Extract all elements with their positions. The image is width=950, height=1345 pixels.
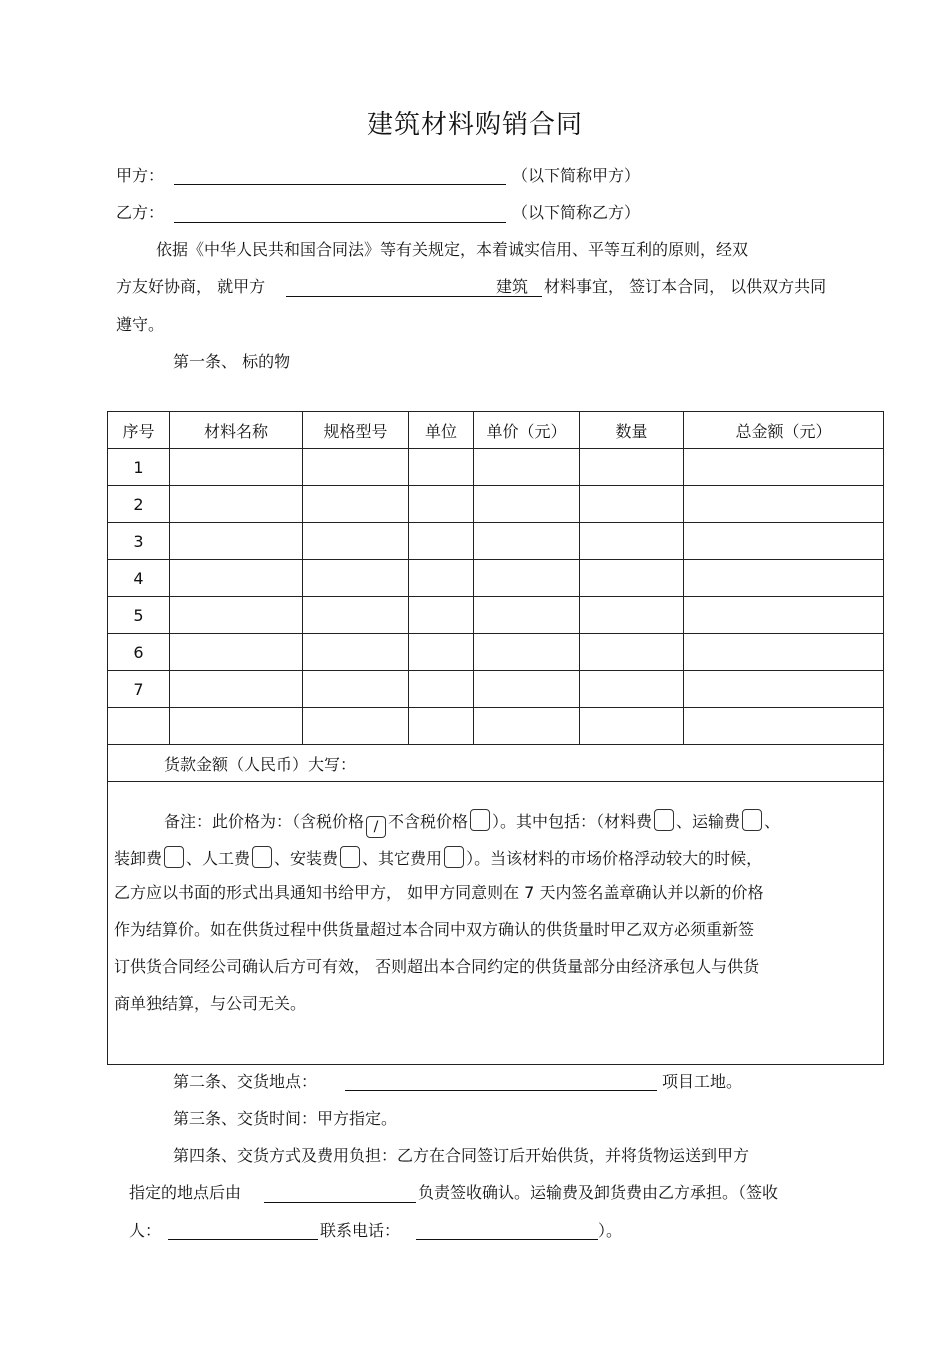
header-unit: 单位	[409, 412, 474, 449]
header-quantity: 数量	[580, 412, 684, 449]
cell-material-name[interactable]	[170, 708, 303, 745]
cell-unit-price[interactable]	[474, 560, 580, 597]
cell-material-name[interactable]	[170, 486, 303, 523]
cell-spec-model[interactable]	[303, 523, 409, 560]
cell-quantity[interactable]	[580, 523, 684, 560]
party-b-label: 乙方：	[116, 203, 165, 222]
cell-unit[interactable]	[409, 634, 474, 671]
cell-quantity[interactable]	[580, 708, 684, 745]
header-unit-price: 单价（元）	[474, 412, 580, 449]
cell-unit-price[interactable]	[474, 449, 580, 486]
intro-line-2-suffix: 材料事宜， 签订本合同， 以供双方共同	[544, 277, 827, 296]
material-type-value: 建筑	[496, 277, 529, 296]
cell-material-name[interactable]	[170, 449, 303, 486]
remark-line-1	[164, 809, 780, 838]
article-3-text: 第三条、交货时间：甲方指定。	[173, 1109, 398, 1128]
article-2-label: 第二条、交货地点：	[173, 1072, 318, 1091]
cell-quantity[interactable]	[580, 671, 684, 708]
cell-material-name[interactable]	[170, 560, 303, 597]
header-material-name: 材料名称	[170, 412, 303, 449]
remark-row	[108, 782, 884, 1065]
cell-quantity[interactable]	[580, 486, 684, 523]
header-spec-model: 规格型号	[303, 412, 409, 449]
party-a-field[interactable]	[174, 184, 506, 185]
intro-line-3: 遵守。	[116, 315, 165, 334]
remark-market-price-text: ）。当该材料的市场价格浮动较大的时候，	[466, 849, 763, 868]
remark-line-2	[114, 846, 762, 869]
cell-unit[interactable]	[409, 486, 474, 523]
cell-total-amount[interactable]	[684, 449, 884, 486]
remark-other-fee-label: 、其它费用	[362, 849, 443, 868]
article-1-heading: 第一条、 标的物	[173, 352, 291, 371]
cell-total-amount[interactable]	[684, 597, 884, 634]
cell-material-name[interactable]	[170, 671, 303, 708]
cell-total-amount[interactable]	[684, 523, 884, 560]
row-index: 1	[108, 449, 170, 486]
cell-material-name[interactable]	[170, 597, 303, 634]
table-row	[108, 634, 884, 671]
cell-total-amount[interactable]	[684, 671, 884, 708]
cell-unit-price[interactable]	[474, 708, 580, 745]
remark-cell	[108, 782, 884, 1065]
remark-line-4: 作为结算价。如在供货过程中供货量超过本合同中双方确认的供货量时甲乙双方必须重新签	[114, 920, 755, 939]
cell-unit[interactable]	[409, 449, 474, 486]
party-a-note: （以下简称甲方）	[512, 166, 641, 185]
cell-quantity[interactable]	[580, 560, 684, 597]
total-amount-row	[108, 745, 884, 782]
transport-fee-checkbox[interactable]	[742, 809, 762, 831]
party-b-note: （以下简称乙方）	[512, 203, 641, 222]
party-a-label: 甲方：	[116, 166, 165, 185]
cell-unit[interactable]	[409, 523, 474, 560]
total-amount-words-cell[interactable]	[108, 745, 884, 782]
article-4-line-2-suffix: 负责签收确认。运输费及卸货费由乙方承担。（签收	[418, 1183, 779, 1202]
remark-includes-label: ）。其中包括：（材料费	[492, 812, 653, 831]
row-index: 5	[108, 597, 170, 634]
cell-spec-model[interactable]	[303, 560, 409, 597]
cell-spec-model[interactable]	[303, 671, 409, 708]
table-row	[108, 523, 884, 560]
contact-phone-field[interactable]	[416, 1239, 598, 1240]
cell-unit-price[interactable]	[474, 597, 580, 634]
labor-fee-checkbox[interactable]	[252, 846, 272, 868]
cell-spec-model[interactable]	[303, 486, 409, 523]
row-index: 4	[108, 560, 170, 597]
cell-quantity[interactable]	[580, 634, 684, 671]
contact-phone-label: 联系电话：	[320, 1221, 401, 1240]
cell-material-name[interactable]	[170, 523, 303, 560]
document-title: 建筑材料购销合同	[366, 110, 583, 140]
remark-transport-fee-label: 、运输费	[676, 812, 741, 831]
header-index: 序号	[108, 412, 170, 449]
table-row	[108, 708, 884, 745]
cell-total-amount[interactable]	[684, 486, 884, 523]
cell-unit-price[interactable]	[474, 486, 580, 523]
remark-loading-fee-label: 装卸费	[114, 849, 163, 868]
article-2-suffix: 项目工地。	[662, 1072, 743, 1091]
party-b-field[interactable]	[174, 222, 506, 223]
intro-line-2-prefix: 方友好协商， 就甲方	[116, 277, 266, 296]
materials-table	[107, 411, 884, 1065]
row-index: 2	[108, 486, 170, 523]
row-index: 7	[108, 671, 170, 708]
cell-unit[interactable]	[409, 597, 474, 634]
intro-line-1: 依据《中华人民共和国合同法》等有关规定，本着诚实信用、平等互利的原则，经双	[156, 240, 749, 259]
signatory-label: 人：	[129, 1221, 162, 1240]
remark-tax-excluded-label: 不含税价格	[388, 812, 469, 831]
cell-total-amount[interactable]	[684, 634, 884, 671]
other-fee-checkbox[interactable]	[444, 846, 464, 868]
cell-material-name[interactable]	[170, 634, 303, 671]
article-4-line-3-suffix: ）。	[598, 1221, 623, 1240]
tax-excluded-checkbox[interactable]	[470, 809, 490, 831]
cell-unit[interactable]	[409, 671, 474, 708]
row-index: 6	[108, 634, 170, 671]
cell-unit-price[interactable]	[474, 523, 580, 560]
table-row	[108, 449, 884, 486]
loading-fee-checkbox[interactable]	[164, 846, 184, 868]
cell-spec-model[interactable]	[303, 634, 409, 671]
article-4-line-2-prefix: 指定的地点后由	[129, 1183, 242, 1202]
cell-unit[interactable]	[409, 560, 474, 597]
article-4-line-1: 第四条、交货方式及费用负担：乙方在合同签订后开始供货，并将货物运送到甲方	[173, 1146, 750, 1165]
tax-included-checkbox[interactable]: /	[366, 816, 386, 838]
remark-install-fee-label: 、安装费	[274, 849, 339, 868]
receiver-field[interactable]	[264, 1202, 416, 1203]
signatory-field[interactable]	[168, 1239, 318, 1240]
total-amount-words-label: 货款金额（人民币）大写：	[164, 754, 357, 774]
cell-total-amount[interactable]	[684, 708, 884, 745]
remark-separator: 、	[764, 812, 781, 831]
delivery-location-field[interactable]	[345, 1090, 657, 1091]
cell-spec-model[interactable]	[303, 597, 409, 634]
row-index: 3	[108, 523, 170, 560]
remark-line-5: 订供货合同经公司确认后方可有效， 否则超出本合同约定的供货量部分由经济承包人与供货	[114, 957, 760, 976]
cell-unit[interactable]	[409, 708, 474, 745]
row-index	[108, 708, 170, 745]
table-row	[108, 671, 884, 708]
cell-spec-model[interactable]	[303, 449, 409, 486]
material-fee-checkbox[interactable]	[654, 809, 674, 831]
remark-line-3: 乙方应以书面的形式出具通知书给甲方， 如甲方同意则在 7 天内签名盖章确认并以新的价格	[114, 883, 764, 902]
cell-quantity[interactable]	[580, 597, 684, 634]
cell-unit-price[interactable]	[474, 634, 580, 671]
cell-unit-price[interactable]	[474, 671, 580, 708]
cell-quantity[interactable]	[580, 449, 684, 486]
install-fee-checkbox[interactable]	[340, 846, 360, 868]
remark-price-label: 备注：此价格为：（含税价格	[164, 812, 365, 831]
table-row	[108, 560, 884, 597]
cell-spec-model[interactable]	[303, 708, 409, 745]
header-total-amount: 总金额（元）	[684, 412, 884, 449]
table-row	[108, 486, 884, 523]
cell-total-amount[interactable]	[684, 560, 884, 597]
table-row	[108, 597, 884, 634]
table-header-row	[108, 412, 884, 449]
remark-labor-fee-label: 、人工费	[186, 849, 251, 868]
remark-line-6: 商单独结算，与公司无关。	[114, 994, 307, 1013]
